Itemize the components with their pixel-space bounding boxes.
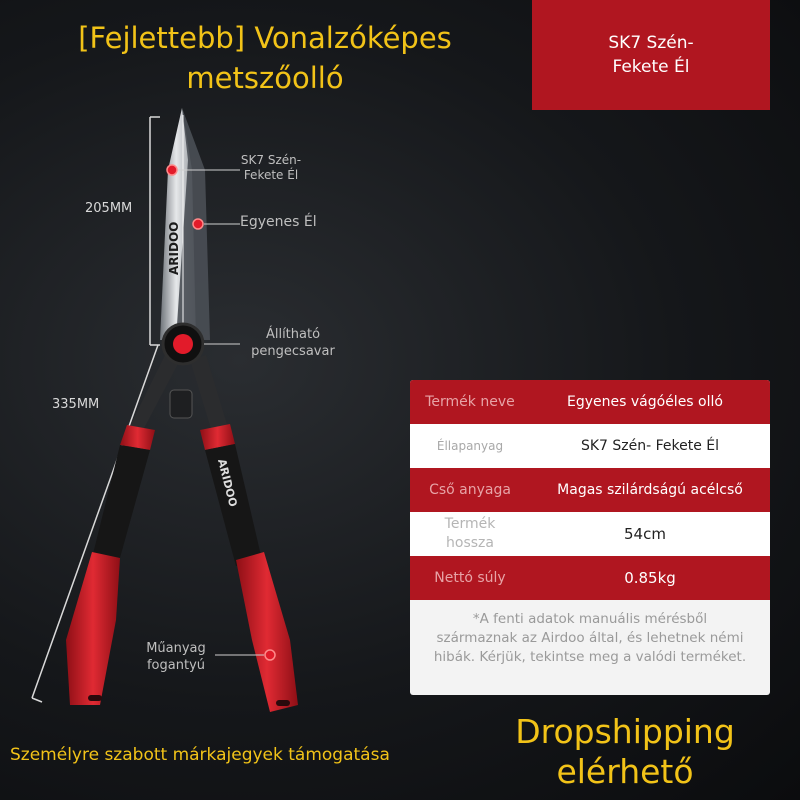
spec-key: Cső anyaga xyxy=(429,481,511,498)
spec-row xyxy=(410,556,770,600)
branding-support-text: Személyre szabott márkajegyek támogatása xyxy=(10,745,390,765)
disclaimer-note: *A fenti adatok manuális mérésből származnak az Airdoo által, és lehetnek némi hibák. Kérjük, tekintse meg a valódi terméket. xyxy=(433,611,747,665)
callout-handle: Műanyag fogantyú xyxy=(146,641,206,673)
callout-adjust-screw: Állítható pengecsavar xyxy=(251,327,335,359)
spec-key: Éllapanyag xyxy=(436,438,504,453)
spec-key: Nettó súly xyxy=(434,569,506,586)
blade-dimension-bracket xyxy=(150,117,160,345)
spec-value: 54cm xyxy=(624,525,666,543)
spec-value: Magas szilárdságú acélcső xyxy=(557,482,743,498)
handle-shafts xyxy=(92,355,262,566)
page-title: [Fejlettebb] Vonalzóképes metszőolló xyxy=(78,21,452,95)
handle-brand-text: ARIDOO xyxy=(215,457,240,509)
spec-row xyxy=(410,424,770,468)
callout-edge-material: SK7 Szén- Fekete Él xyxy=(240,153,302,182)
spec-value: SK7 Szén- Fekete Él xyxy=(580,438,720,454)
blade-brand-text: ARIDOO xyxy=(167,221,181,275)
total-length-label: 335MM xyxy=(52,397,100,412)
adjust-screw xyxy=(163,324,203,364)
spec-table xyxy=(410,380,770,695)
spec-row xyxy=(410,380,770,424)
spec-value: Egyenes vágóéles olló xyxy=(567,394,723,410)
spec-value: 0.85kg xyxy=(624,569,676,587)
spec-key: Termék neve xyxy=(425,393,515,410)
callout-straight-edge: Egyenes Él xyxy=(240,214,317,230)
red-grips xyxy=(66,552,298,712)
spec-key: Termék hossza xyxy=(444,516,496,551)
spec-row xyxy=(410,468,770,512)
dropshipping-text: Dropshipping elérhető xyxy=(515,712,735,791)
spec-row xyxy=(410,512,770,556)
material-badge-label: SK7 Szén- Fekete Él xyxy=(608,33,694,77)
blade-length-label: 205MM xyxy=(85,201,133,216)
